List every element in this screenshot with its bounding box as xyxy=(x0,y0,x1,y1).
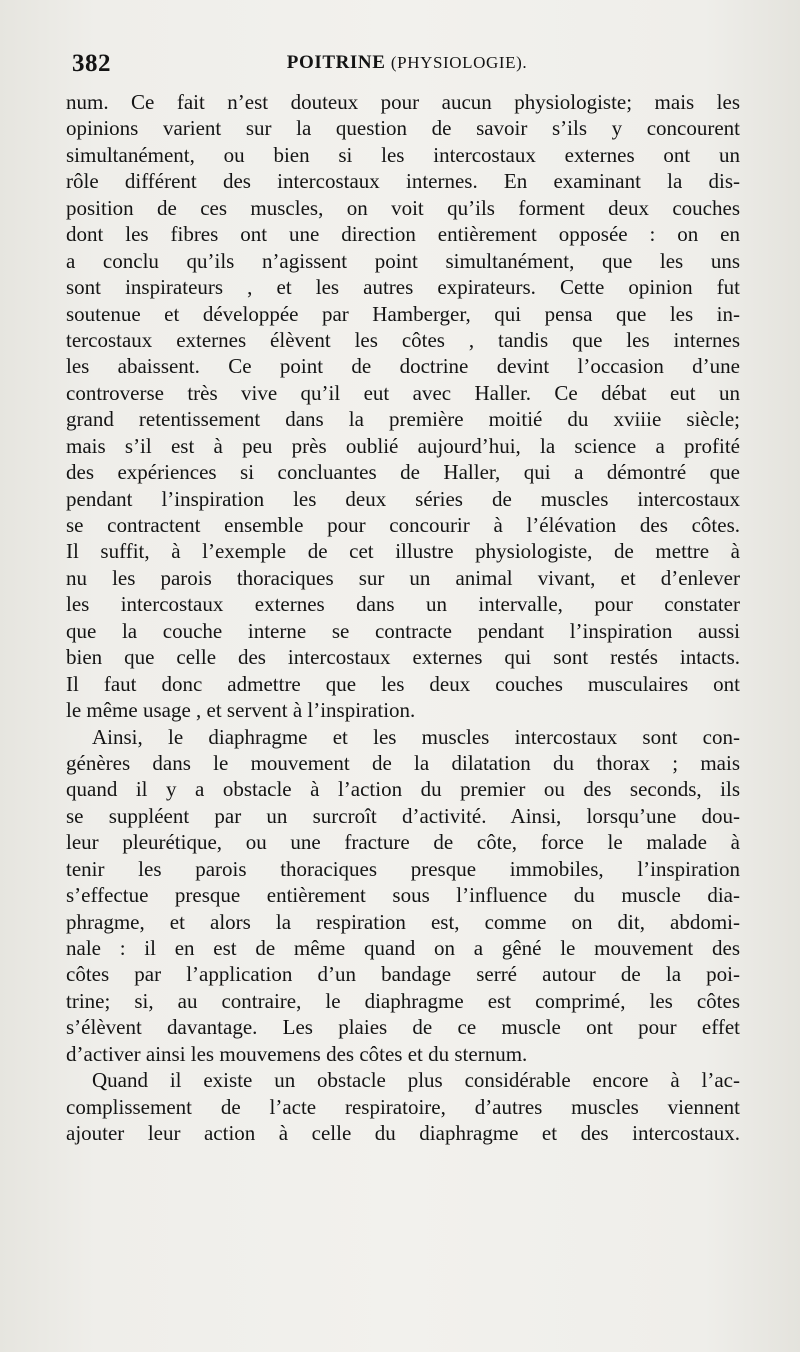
text-line: dont les fibres ont une direction entièrement opposée : on en xyxy=(66,222,740,247)
running-head-subtitle: (PHYSIOLOGIE). xyxy=(390,53,528,72)
text-line: position de ces muscles, on voit qu’ils forment deux couches xyxy=(66,195,740,220)
body-text xyxy=(66,89,740,1147)
text-line: trine; si, au contraire, le diaphragme est comprimé, les côtes xyxy=(66,988,740,1013)
text-line: des expériences si concluantes de Haller, qui a démontré que xyxy=(66,460,740,485)
text-line: Ainsi, le diaphragme et les muscles intercostaux sont con- xyxy=(92,724,740,749)
text-line: se suppléent par un surcroît d’activité. Ainsi, lorsqu’une dou- xyxy=(66,803,740,828)
text-line: Il suffit, à l’exemple de cet illustre physiologiste, de mettre à xyxy=(66,539,740,564)
text-line: tenir les parois thoraciques presque immobiles, l’inspiration xyxy=(66,856,740,881)
text-line: opinions varient sur la question de savoir s’ils y concourent xyxy=(66,116,740,141)
text-line: Il faut donc admettre que les deux couches musculaires ont xyxy=(66,671,740,696)
text-line: complissement de l’acte respiratoire, d’autres muscles viennent xyxy=(66,1094,740,1119)
text-line: tercostaux externes élèvent les côtes , tandis que les internes xyxy=(66,327,740,352)
text-line: nu les parois thoraciques sur un animal vivant, et d’enlever xyxy=(66,565,740,590)
text-line: se contractent ensemble pour concourir à l’élévation des côtes. xyxy=(66,513,740,537)
text-line: s’élèvent davantage. Les plaies de ce muscle ont pour effet xyxy=(66,1015,740,1040)
text-line: les abaissent. Ce point de doctrine devint l’occasion d’une xyxy=(66,354,740,379)
text-line: controverse très vive qu’il eut avec Haller. Ce débat eut un xyxy=(66,380,740,405)
text-line: côtes par l’application d’un bandage serré autour de la poi- xyxy=(66,962,740,987)
text-line: d’activer ainsi les mouvemens des côtes et du sternum. xyxy=(66,1041,528,1066)
text-line: que la couche interne se contracte pendant l’inspiration aussi xyxy=(66,618,740,643)
text-line: s’effectue presque entièrement sous l’influence du muscle dia- xyxy=(66,883,740,908)
text-line: pendant l’inspiration les deux séries de muscles intercostaux xyxy=(66,486,740,511)
text-line: quand il y a obstacle à l’action du premier ou des seconds, ils xyxy=(66,777,740,802)
text-line: grand retentissement dans la première moitié du xviiie siècle; xyxy=(66,407,740,432)
text-line: bien que celle des intercostaux externes qui sont restés intacts. xyxy=(66,645,740,670)
text-line: num. Ce fait n’est douteux pour aucun physiologiste; mais les xyxy=(66,90,740,114)
text-line: le même usage , et servent à l’inspiration. xyxy=(66,698,416,723)
text-line: phragme, et alors la respiration est, comme on dit, abdomi- xyxy=(66,909,740,934)
running-head-title: POITRINE xyxy=(286,52,386,73)
running-head xyxy=(72,52,742,74)
text-line: nale : il en est de même quand on a gêné le mouvement des xyxy=(66,936,740,960)
text-line: génères dans le mouvement de la dilatation du thorax ; mais xyxy=(66,750,740,775)
text-line: ajouter leur action à celle du diaphragme et des intercostaux. xyxy=(66,1121,740,1146)
text-line: mais s’il est à peu près oublié aujourd’hui, la science a profité xyxy=(66,433,740,458)
text-line: a conclu qu’ils n’agissent point simultanément, que les uns xyxy=(66,248,740,273)
text-line: simultanément, ou bien si les intercostaux externes ont un xyxy=(66,142,740,167)
text-line: Quand il existe un obstacle plus considérable encore à l’ac- xyxy=(92,1068,740,1093)
text-line: rôle différent des intercostaux internes. En examinant la dis- xyxy=(66,169,740,194)
page-header xyxy=(72,50,742,86)
text-line: soutenue et développée par Hamberger, qui pensa que les in- xyxy=(66,301,740,326)
text-line: sont inspirateurs , et les autres expirateurs. Cette opinion fut xyxy=(66,275,740,300)
page-number: 382 xyxy=(72,50,111,77)
text-line: leur pleurétique, ou une fracture de côte, force le malade à xyxy=(66,830,740,855)
text-line: les intercostaux externes dans un intervalle, pour constater xyxy=(66,592,740,617)
